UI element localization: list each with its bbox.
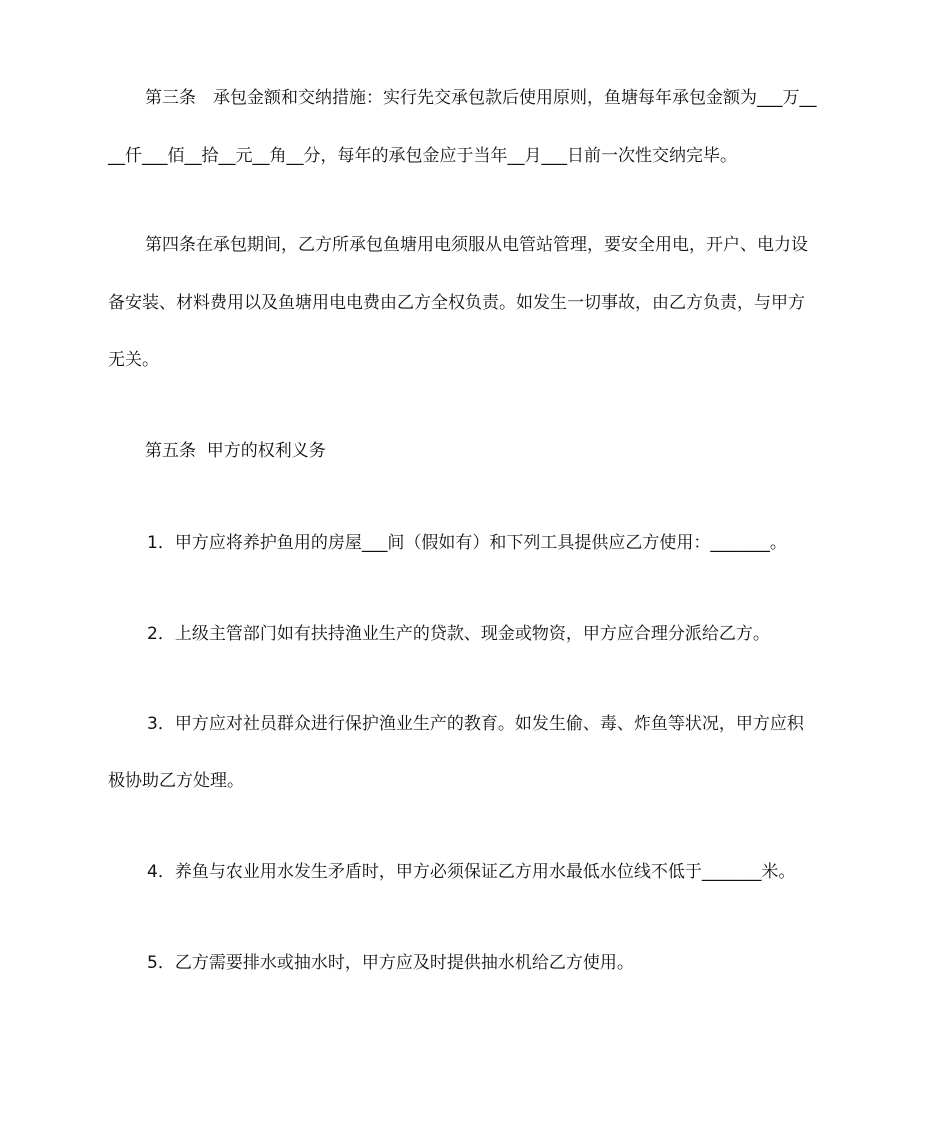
article-4-line-2: 备安装、材料费用以及鱼塘用电电费由乙方全权负责。如发生一切事故，由乙方负责，与甲方 [108, 293, 805, 313]
article-5-heading: 第五条 甲方的权利义务 [145, 441, 326, 461]
article-5-item-4: 4．养鱼与农业用水发生矛盾时，甲方必须保证乙方用水最低水位线不低于_______米。 [147, 862, 796, 882]
article-3-line-2: __仟___佰__拾__元__角__分，每年的承包金应于当年__月___日前一次性交纳完毕。 [108, 146, 737, 166]
article-5-item-3-line-2: 极协助乙方处理。 [108, 771, 244, 791]
article-3-line-1: 第三条 承包金额和交纳措施：实行先交承包款后使用原则，鱼塘每年承包金额为___万__ [145, 88, 817, 108]
article-5-item-5: 5．乙方需要排水或抽水时，甲方应及时提供抽水机给乙方使用。 [147, 953, 634, 973]
article-4-line-3: 无关。 [108, 350, 159, 370]
article-5-item-3-line-1: 3．甲方应对社员群众进行保护渔业生产的教育。如发生偷、毒、炸鱼等状况，甲方应积 [147, 714, 804, 734]
article-5-item-1: 1．甲方应将养护鱼用的房屋___间（假如有）和下列工具提供应乙方使用：_______。 [147, 533, 787, 553]
article-4-line-1: 第四条在承包期间，乙方所承包鱼塘用电须服从电管站管理，要安全用电，开户、电力设 [145, 235, 808, 255]
article-5-item-2: 2．上级主管部门如有扶持渔业生产的贷款、现金或物资，甲方应合理分派给乙方。 [147, 624, 770, 644]
